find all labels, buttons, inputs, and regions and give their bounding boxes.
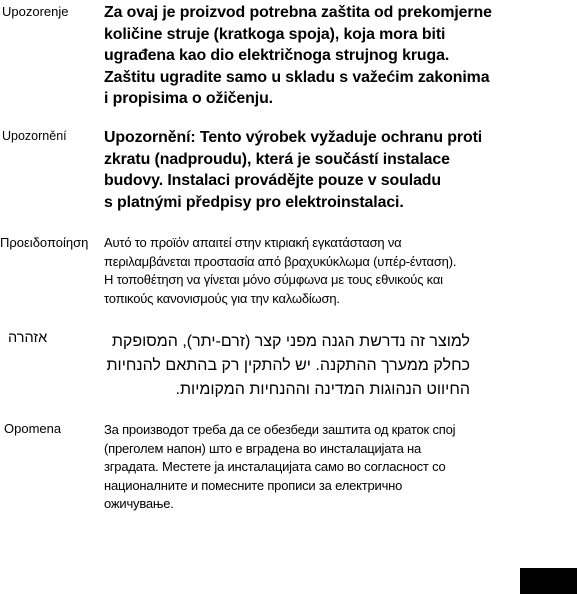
warning-text-line: למוצר זה נדרשת הגנה מפני קצר (זרם-יתר), המסופקת (111, 333, 470, 350)
warning-text-line: Upozornění: Tento výrobek vyžaduje ochranu proti (104, 129, 483, 146)
warning-text-line: националните и помесните прописи за електрично (104, 477, 403, 493)
warning-text (104, 421, 455, 514)
warning-text (104, 2, 492, 110)
warning-text (104, 127, 482, 213)
warning-text-line: Za ovaj je proizvod potrebna zaštita od prekomjerne (104, 4, 492, 21)
warning-block-hebrew (0, 330, 577, 408)
warning-block-croatian (0, 2, 577, 112)
warning-text-line: περιλαμβάνεται προστασία από βραχυκύκλωμα (υπέρ-ένταση). (104, 253, 457, 269)
warning-text-line: Η τοποθέτηση να γίνεται μόνο σύμφωνα με τους εθνικούς και (104, 272, 443, 287)
warning-label: Upozornění (2, 129, 67, 143)
warning-text-line: i propisima o ožičenju. (104, 90, 273, 107)
warning-text-line: зградата. Местете ја инсталацијата само во согласност со (104, 459, 446, 474)
warning-block-greek (0, 234, 577, 314)
warning-label: Upozorenje (2, 4, 69, 19)
warning-text-line: החיווט הנהוגות המדינה וההנחיות המקומיות. (175, 381, 470, 398)
warning-text-line: budovy. Instalaci provádějte pouze v souladu (104, 172, 442, 189)
warning-text-line: ugrađena kao dio električnoga strujnog kruga. (104, 47, 450, 64)
warning-block-czech (0, 127, 577, 227)
warning-label: Opomena (4, 421, 62, 436)
warning-text-line: zkratu (nadproudu), která je součástí instalace (104, 150, 450, 168)
warning-text-line: כחלק ממערך ההתקנה. יש להתקין רק בהתאם להנחיות (106, 357, 470, 374)
warning-text-line: Αυτό το προϊόν απαιτεί στην κτιριακή εγκατάσταση να (104, 235, 402, 250)
warning-text (104, 330, 470, 402)
warning-label: אזהרה (8, 330, 48, 346)
warning-text-line: količine struje (kratkoga spoja), koja mora biti (104, 25, 446, 43)
warning-text-line: (преголем напон) што е вградена во инсталацијата на (104, 440, 422, 456)
warning-block-macedonian (0, 421, 577, 521)
warning-text-line: Zaštitu ugradite samo u skladu s važećim zakonima (104, 68, 490, 86)
warning-text-line: ожичување. (104, 496, 174, 511)
warning-label: Προειδοποίηση (0, 235, 89, 250)
warning-text-line: τοπικούς κανονισμούς για την καλωδίωση. (104, 290, 340, 306)
warning-text-line: За производот треба да се обезбеди заштита од краток спој (104, 422, 456, 437)
page-marker-block (520, 568, 577, 594)
warning-text (104, 234, 456, 308)
warning-text-line: s platnými předpisy pro elektroinstalaci. (104, 193, 404, 211)
